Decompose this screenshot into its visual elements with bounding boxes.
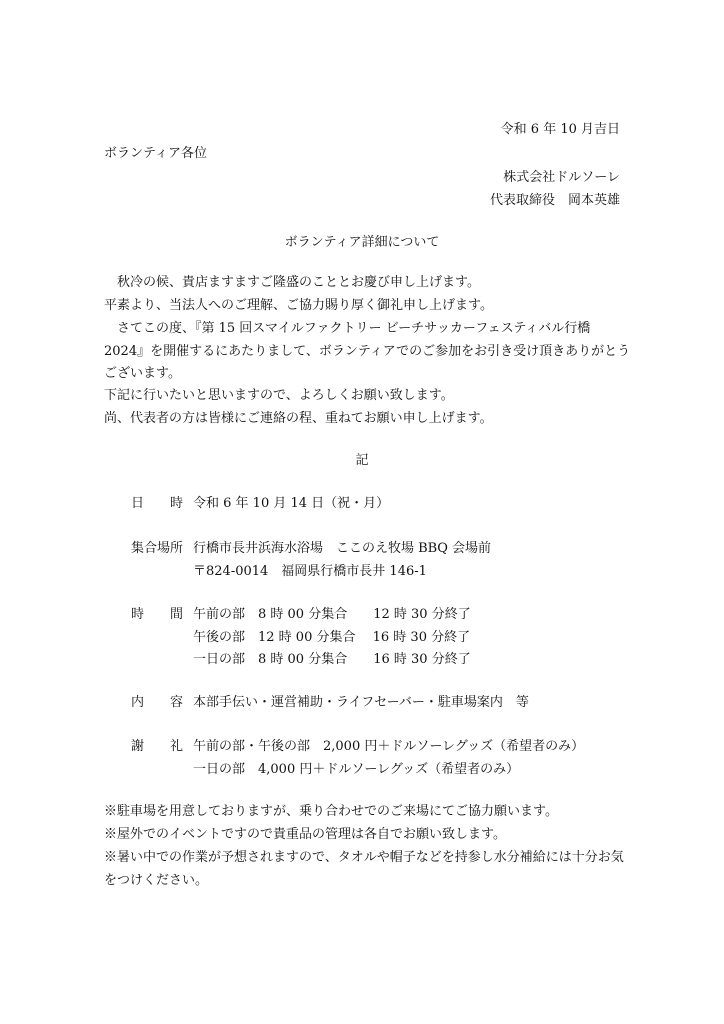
detail-label-place: 集合場所 — [131, 541, 184, 556]
subject: ボランティア詳細について — [284, 235, 440, 250]
detail-value-address: 〒824-0014 福岡県行橋市長井 146-1 — [193, 564, 427, 579]
detail-value-date: 令和 6 年 10 月 14 日（祝・月） — [193, 496, 390, 511]
body-line: 尚、代表者の方は皆様にご連絡の程、重ねてお願い申し上げます。 — [104, 411, 493, 426]
detail-value-reward: 午前の部・午後の部 2,000 円＋ドルソーレグッズ（希望者のみ） — [193, 739, 585, 754]
ki-heading: 記 — [355, 453, 369, 468]
body-line: 2024』を開催するにあたりまして、ボランティアでのご参加をお引き受け頂きありがとう — [104, 344, 631, 359]
sender-company: 株式会社ドルソーレ — [503, 170, 620, 185]
body-line: さてこの度、『第 15 回スマイルファクトリー ビーチサッカーフェスティバル行橋 — [104, 321, 591, 336]
body-line: 平素より、当法人へのご理解、ご協力賜り厚く御礼申し上げます。 — [104, 298, 493, 313]
detail-label-date: 日 時 — [131, 496, 184, 511]
detail-value-time: 午前の部 8 時 00 分集合 12 時 30 分終了 — [193, 607, 471, 622]
detail-value-content: 本部手伝い・運営補助・ライフセーバー・駐車場案内 等 — [193, 695, 529, 710]
detail-label-time: 時 間 — [131, 607, 184, 622]
issue-date: 令和 6 年 10 月吉日 — [500, 122, 620, 137]
note-line: ※屋外でのイベントですので貴重品の管理は各自でお願い致します。 — [104, 827, 506, 842]
detail-label-content: 内 容 — [131, 695, 184, 710]
note-line: ※暑い中での作業が予想されますので、タオルや帽子などを持参し水分補給には十分お気 — [104, 850, 624, 865]
detail-value-time: 一日の部 8 時 00 分集合 16 時 30 分終了 — [193, 652, 471, 667]
detail-label-reward: 謝 礼 — [131, 739, 184, 754]
body-line: ございます。 — [104, 366, 181, 381]
body-line: 秋冷の候、貴店ますますご隆盛のこととお慶び申し上げます。 — [104, 275, 480, 290]
detail-value-time: 午後の部 12 時 00 分集合 16 時 30 分終了 — [193, 630, 471, 645]
sender-representative: 代表取締役 岡本英雄 — [489, 193, 620, 208]
note-line: をつけください。 — [104, 873, 209, 888]
body-line: 下記に行いたいと思いますので、よろしくお願い致します。 — [104, 388, 454, 403]
detail-value-place: 行橋市長井浜海水浴場 ここのえ牧場 BBQ 会場前 — [193, 541, 492, 556]
recipient: ボランティア各位 — [104, 146, 207, 161]
detail-value-reward: 一日の部 4,000 円＋ドルソーレグッズ（希望者のみ） — [193, 762, 520, 777]
note-line: ※駐車場を用意しておりますが、乗り合わせでのご来場にてご協力願います。 — [104, 804, 558, 819]
